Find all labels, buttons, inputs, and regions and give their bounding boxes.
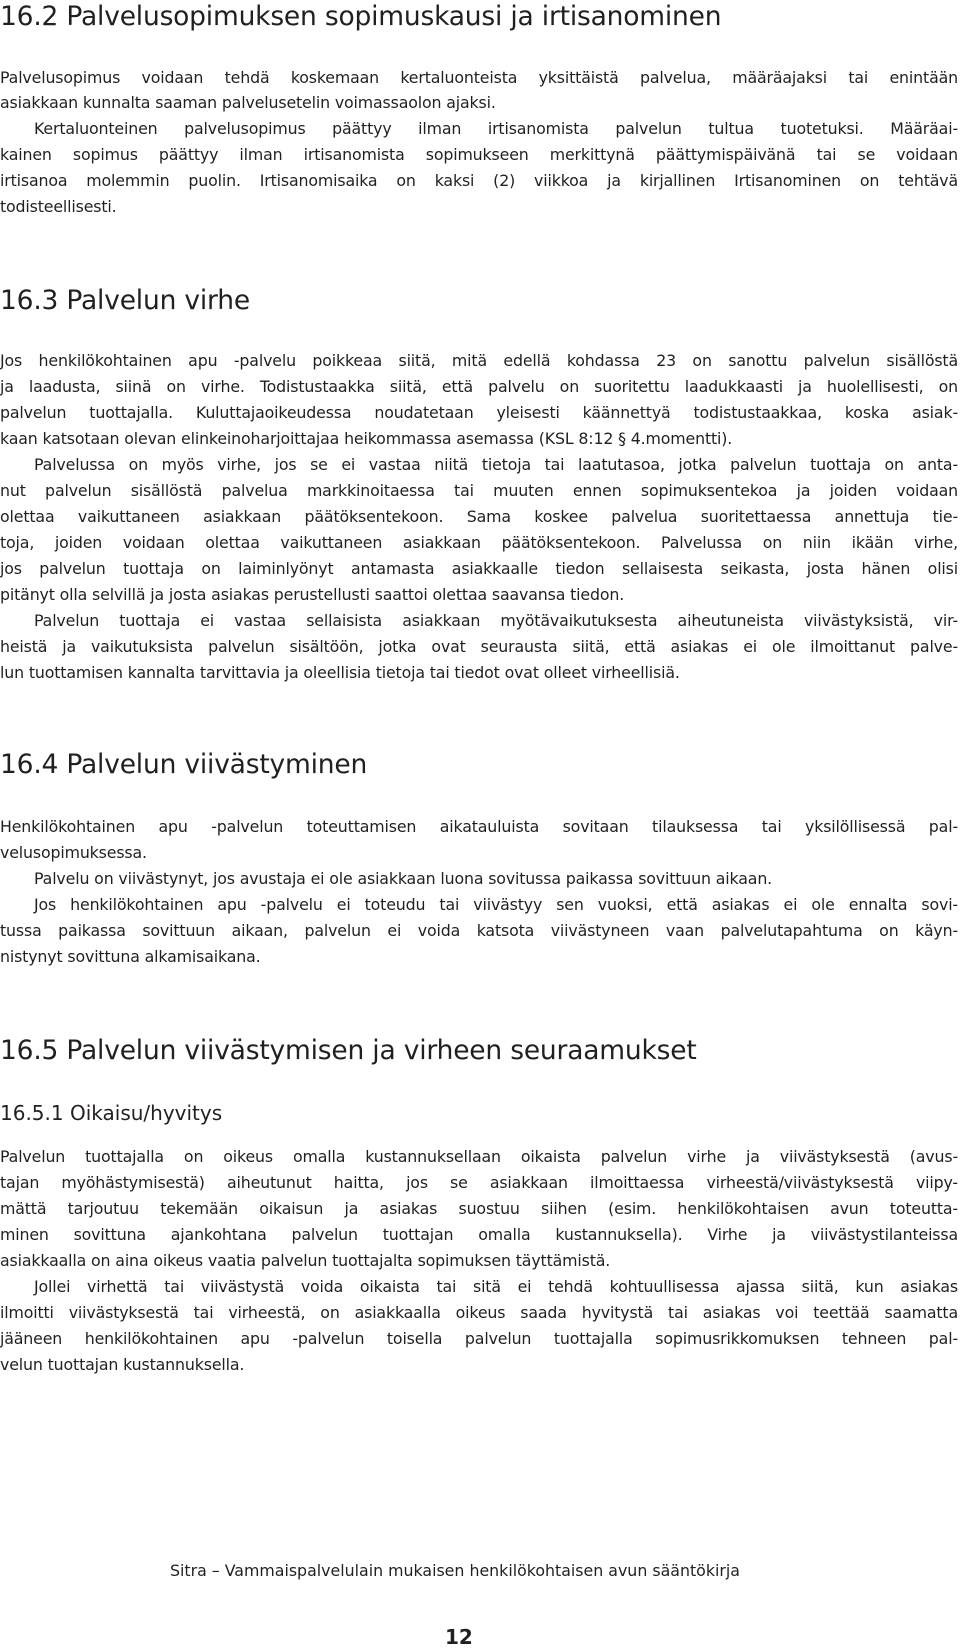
text-line: heistä ja vaikutuksista palvelun sisältöön, jotka ovat seurausta siitä, että asiakas ei ole ilmoittanut palve- [0, 637, 958, 656]
page-number: 12 [445, 1625, 473, 1649]
text-line: Henkilökohtainen apu -palvelun toteuttamisen aikatauluista sovitaan tilauksessa tai yksilöllisessä pal- [0, 817, 958, 836]
text-line: Jos henkilökohtainen apu -palvelu poikkeaa siitä, mitä edellä kohdassa 23 on sanottu palvelun sisällöstä [0, 351, 958, 370]
text-line: nistynyt sovittuna alkamisaikana. [0, 947, 261, 966]
text-line: velusopimuksessa. [0, 843, 147, 862]
text-line: Palvelun tuottaja ei vastaa sellaisista asiakkaan myötävaikutuksesta aiheutuneista viivästyksistä, vir- [34, 611, 958, 630]
text-line: todisteellisesti. [0, 197, 117, 216]
heading-16-5: 16.5 Palvelun viivästymisen ja virheen seuraamukset [0, 1035, 697, 1066]
text-line: olettaa vaikuttaneen asiakkaan päätöksentekoon. Sama koskee palvelua suoritettaessa annettuja tie- [0, 507, 958, 526]
heading-16-2: 16.2 Palvelusopimuksen sopimuskausi ja irtisanominen [0, 1, 722, 32]
text-line: ilmoitti viivästyksestä tai virheestä, on asiakkaalla oikeus saada hyvitystä tai asiakas voi teettää saamatta [0, 1303, 958, 1322]
text-line: irtisanoa molemmin puolin. Irtisanomisaika on kaksi (2) viikkoa ja kirjallinen Irtisanominen on tehtävä [0, 171, 958, 190]
text-line: kainen sopimus päättyy ilman irtisanomista sopimukseen merkittynä päättymispäivänä tai se voidaan [0, 145, 958, 164]
text-line: Palvelusopimus voidaan tehdä koskemaan kertaluonteista yksittäistä palvelua, määräajaksi tai enintään [0, 68, 958, 87]
text-line: asiakkaan kunnalta saaman palvelusetelin voimassaolon ajaksi. [0, 93, 496, 112]
text-line: kaan katsotaan olevan elinkeinoharjoittajaa heikommassa asemassa (KSL 8:12 § 4.momentti). [0, 429, 733, 448]
text-line: Jos henkilökohtainen apu -palvelu ei toteudu tai viivästyy sen vuoksi, että asiakas ei ole ennalta sovi- [34, 895, 958, 914]
text-line: mättä tarjoutuu tekemään oikaisun ja asiakas suostuu siihen (esim. henkilökohtaisen avun toteutta- [0, 1199, 958, 1218]
text-line: toja, joiden voidaan olettaa vaikuttaneen asiakkaan päätöksentekoon. Palvelussa on niin ikään virhe, [0, 533, 958, 552]
text-line: asiakkaalla on aina oikeus vaatia palvelun tuottajalta sopimuksen täyttämistä. [0, 1251, 611, 1270]
text-line: lun tuottamisen kannalta tarvittavia ja oleellisia tietoja tai tiedot ovat olleet virheellisiä. [0, 663, 680, 682]
heading-16-4: 16.4 Palvelun viivästyminen [0, 749, 368, 780]
text-line: jääneen henkilökohtainen apu -palvelun toisella palvelun tuottajalla sopimusrikkomuksen tehneen pal- [0, 1329, 958, 1348]
heading-16-5-1: 16.5.1 Oikaisu/hyvitys [0, 1101, 223, 1125]
text-line: minen sovittuna ajankohtana palvelun tuottajan omalla kustannuksella). Virhe ja viivästystilanteissa [0, 1225, 958, 1244]
text-line: tussa paikassa sovittuun aikaan, palvelun ei voida katsota viivästyneen vaan palvelutapahtuma on käyn- [0, 921, 958, 940]
text-line: nut palvelun sisällöstä palvelua markkinoitaessa tai muuten ennen sopimuksentekoa ja joiden voidaan [0, 481, 958, 500]
text-line: Palvelun tuottajalla on oikeus omalla kustannuksellaan oikaista palvelun virhe ja viivästyksestä (avus- [0, 1147, 958, 1166]
text-line: pitänyt olla selvillä ja josta asiakas perustellusti saattoi olettaa saavansa tiedon. [0, 585, 625, 604]
text-line: Jollei virhettä tai viivästystä voida oikaista tai sitä ei tehdä kohtuullisessa ajassa siitä, kun asiakas [34, 1277, 958, 1296]
text-line: Kertaluonteinen palvelusopimus päättyy ilman irtisanomista palvelun tultua tuotetuksi. Määräai- [34, 119, 958, 138]
heading-16-3: 16.3 Palvelun virhe [0, 285, 250, 316]
footer-text: Sitra – Vammaispalvelulain mukaisen henkilökohtaisen avun sääntökirja [170, 1561, 740, 1580]
text-line: Palvelu on viivästynyt, jos avustaja ei ole asiakkaan luona sovitussa paikassa sovittuun aikaan. [34, 869, 773, 888]
text-line: jos palvelun tuottaja on laiminlyönyt antamasta asiakkaalle tiedon sellaisesta seikasta, josta hänen olisi [0, 559, 958, 578]
text-line: palvelun tuottajalla. Kuluttajaoikeudessa noudatetaan yleisesti käännettyä todistustaakkaa, koska asiak- [0, 403, 958, 422]
text-line: ja laadusta, siinä on virhe. Todistustaakka siitä, että palvelu on suoritettu laadukkaasti ja huolellisesti, on [0, 377, 958, 396]
text-line: Palvelussa on myös virhe, jos se ei vastaa niitä tietoja tai laatutasoa, jotka palvelun tuottaja on anta- [34, 455, 958, 474]
text-line: tajan myöhästymisestä) aiheutunut haitta, jos se asiakkaan ilmoittaessa virheestä/viivästyksestä viipy- [0, 1173, 958, 1192]
text-line: velun tuottajan kustannuksella. [0, 1355, 245, 1374]
